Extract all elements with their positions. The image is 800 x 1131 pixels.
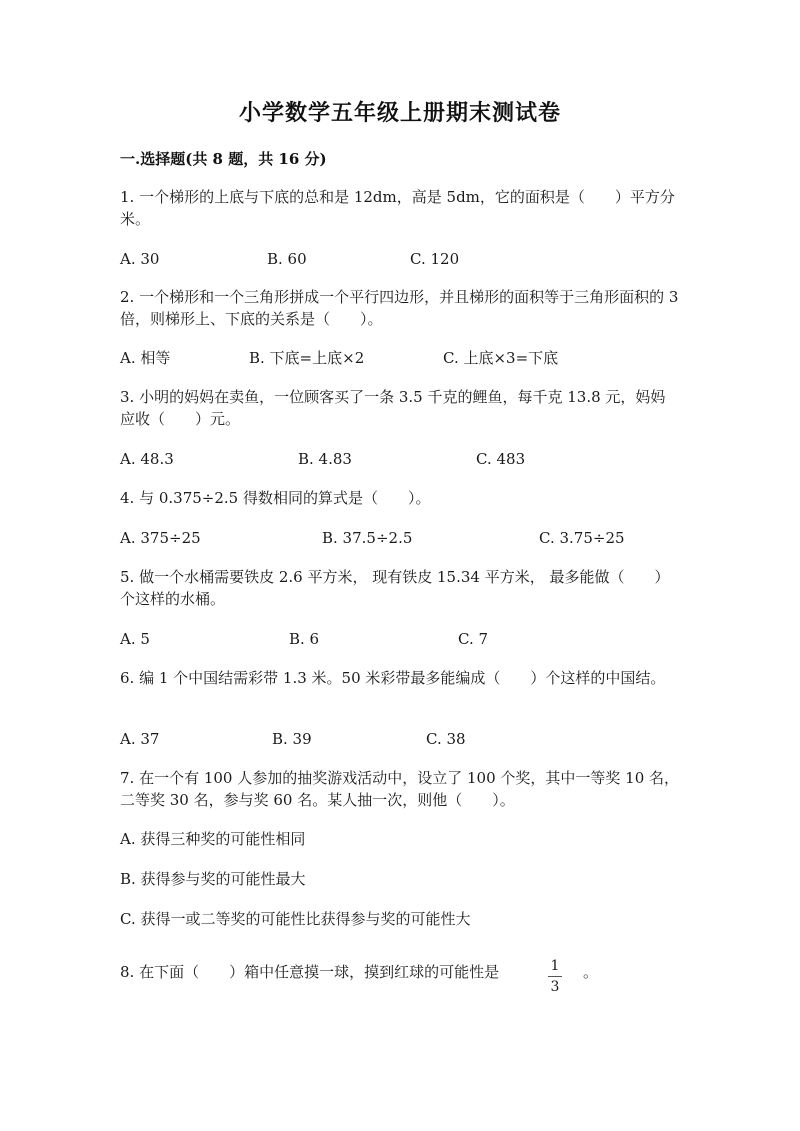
question-8-tail: 。 bbox=[583, 963, 599, 981]
option-c: C. 483 bbox=[476, 450, 526, 468]
option-b: B. 6 bbox=[289, 630, 320, 648]
section-heading: 一.选择题(共 8 题，共 16 分) bbox=[120, 150, 327, 168]
fraction-denominator: 3 bbox=[550, 979, 560, 995]
option-a: A. 相等 bbox=[120, 349, 171, 367]
question-8-stem: 8. 在下面（ ）箱中任意摸一球，摸到红球的可能性是 bbox=[120, 963, 500, 981]
question-3-stem: 3. 小明的妈妈在卖鱼，一位顾客买了一条 3.5 千克的鲤鱼，每千克 13.8 元，妈妈应收（ ）元。 bbox=[120, 388, 666, 428]
question-6-options bbox=[120, 728, 680, 750]
question-6-stem: 6. 编 1 个中国结需彩带 1.3 米。50 米彩带最多能编成（ ）个这样的中国结。 bbox=[120, 669, 666, 687]
option-a: A. 30 bbox=[120, 250, 160, 268]
question-1-stem: 1. 一个梯形的上底与下底的总和是 12dm，高是 5dm，它的面积是（ ）平方分米。 bbox=[120, 188, 675, 228]
exam-title: 小学数学五年级上册期末测试卷 bbox=[238, 100, 561, 126]
option-b: B. 下底=上底×2 bbox=[249, 349, 365, 367]
option-c: C. 7 bbox=[458, 630, 489, 648]
question-7-stem: 7. 在一个有 100 人参加的抽奖游戏活动中，设立了 100 个奖，其中一等奖 10 名，二等奖 30 名，参与奖 60 名。某人抽一次，则他（ ）。 bbox=[120, 769, 680, 809]
fraction-numerator: 1 bbox=[550, 958, 560, 974]
fraction-one-third bbox=[548, 958, 562, 995]
question-7-option-b: B. 获得参与奖的可能性最大 bbox=[120, 870, 306, 888]
question-1-options bbox=[120, 248, 680, 270]
question-4-options bbox=[120, 527, 680, 549]
fraction-bar bbox=[548, 976, 562, 977]
question-2-options bbox=[120, 347, 680, 369]
question-7-option-c: C. 获得一或二等奖的可能性比获得参与奖的可能性大 bbox=[120, 910, 471, 928]
option-c: C. 上底×3=下底 bbox=[443, 349, 559, 367]
question-7-option-a: A. 获得三种奖的可能性相同 bbox=[120, 830, 306, 848]
option-a: A. 5 bbox=[120, 630, 150, 648]
option-c: C. 38 bbox=[426, 730, 466, 748]
option-b: B. 60 bbox=[267, 250, 307, 268]
option-c: C. 3.75÷25 bbox=[539, 529, 625, 547]
option-a: A. 375÷25 bbox=[120, 529, 201, 547]
option-b: B. 39 bbox=[272, 730, 312, 748]
question-5-stem: 5. 做一个水桶需要铁皮 2.6 平方米， 现有铁皮 15.34 平方米， 最多能做（ ）个这样的水桶。 bbox=[120, 568, 670, 608]
option-a: A. 48.3 bbox=[120, 450, 174, 468]
option-a: A. 37 bbox=[120, 730, 160, 748]
option-b: B. 4.83 bbox=[298, 450, 352, 468]
question-3-options bbox=[120, 448, 680, 470]
option-c: C. 120 bbox=[410, 250, 460, 268]
question-2-stem: 2. 一个梯形和一个三角形拼成一个平行四边形，并且梯形的面积等于三角形面积的 3 倍，则梯形上、下底的关系是（ ）。 bbox=[120, 288, 679, 328]
question-4-stem: 4. 与 0.375÷2.5 得数相同的算式是（ ）。 bbox=[120, 489, 431, 507]
question-5-options bbox=[120, 628, 680, 650]
option-b: B. 37.5÷2.5 bbox=[322, 529, 413, 547]
